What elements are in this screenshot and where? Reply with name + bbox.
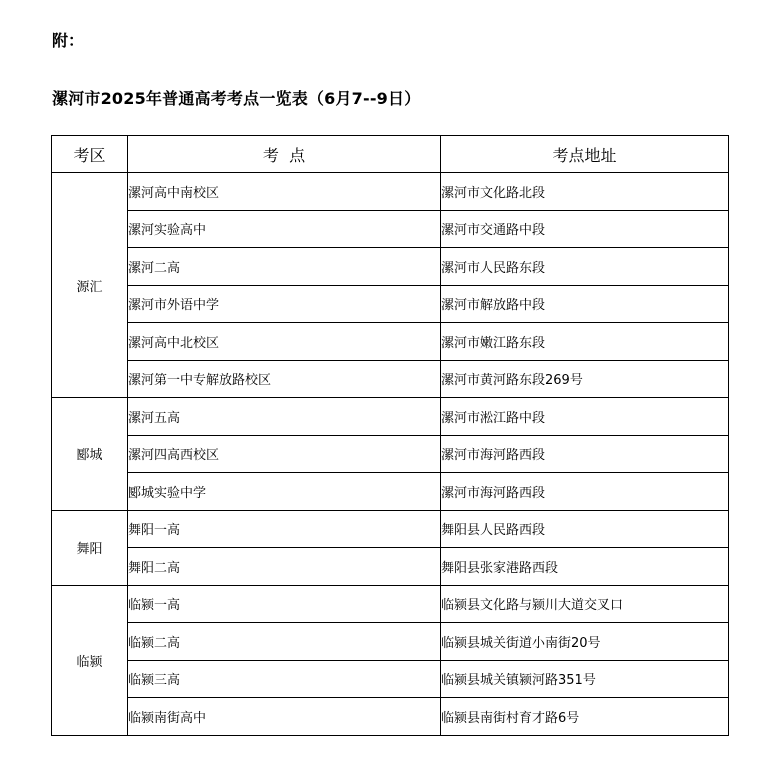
site-name: 临颍三高 [128, 660, 441, 698]
site-address: 临颍县文化路与颍川大道交叉口 [441, 585, 729, 623]
site-name: 漯河四高西校区 [128, 435, 441, 473]
site-address: 漯河市海河路西段 [441, 435, 729, 473]
header-site-address: 考点地址 [441, 136, 729, 173]
exam-sites-table [51, 135, 729, 736]
district-cell: 临颍 [52, 585, 128, 735]
table-row [52, 473, 729, 511]
table-header-row [52, 136, 729, 173]
site-name: 漯河高中南校区 [128, 173, 441, 211]
site-name: 临颍南街高中 [128, 698, 441, 736]
table-row [52, 435, 729, 473]
table-row [52, 360, 729, 398]
site-name: 舞阳一高 [128, 510, 441, 548]
site-name: 漯河实验高中 [128, 210, 441, 248]
site-address: 漯河市文化路北段 [441, 173, 729, 211]
site-address: 舞阳县人民路西段 [441, 510, 729, 548]
table-row [52, 623, 729, 661]
site-address: 漯河市淞江路中段 [441, 398, 729, 436]
table-row [52, 398, 729, 436]
table-row [52, 285, 729, 323]
site-name: 临颍二高 [128, 623, 441, 661]
header-exam-site: 考 点 [128, 136, 441, 173]
district-cell: 舞阳 [52, 510, 128, 585]
table-row [52, 660, 729, 698]
site-name: 漯河二高 [128, 248, 441, 286]
site-name: 舞阳二高 [128, 548, 441, 586]
site-name: 漯河第一中专解放路校区 [128, 360, 441, 398]
district-cell: 源汇 [52, 173, 128, 398]
site-address: 临颍县南街村育才路6号 [441, 698, 729, 736]
site-address: 漯河市海河路西段 [441, 473, 729, 511]
site-name: 漯河市外语中学 [128, 285, 441, 323]
table-row [52, 510, 729, 548]
site-address: 舞阳县张家港路西段 [441, 548, 729, 586]
table-row [52, 210, 729, 248]
document-title: 漯河市2025年普通高考考点一览表（6月7--9日） [52, 89, 421, 108]
district-cell: 郾城 [52, 398, 128, 511]
table-row [52, 548, 729, 586]
site-address: 临颍县城关街道小南街20号 [441, 623, 729, 661]
site-name: 漯河高中北校区 [128, 323, 441, 361]
site-address: 临颍县城关镇颍河路351号 [441, 660, 729, 698]
site-address: 漯河市人民路东段 [441, 248, 729, 286]
attachment-label: 附： [52, 31, 85, 50]
site-address: 漯河市交通路中段 [441, 210, 729, 248]
header-district: 考区 [52, 136, 128, 173]
table-row [52, 323, 729, 361]
table-row [52, 173, 729, 211]
site-address: 漯河市黄河路东段269号 [441, 360, 729, 398]
table-row [52, 698, 729, 736]
site-address: 漯河市嫩江路东段 [441, 323, 729, 361]
site-address: 漯河市解放路中段 [441, 285, 729, 323]
table-row [52, 248, 729, 286]
site-name: 漯河五高 [128, 398, 441, 436]
site-name: 临颍一高 [128, 585, 441, 623]
table-row [52, 585, 729, 623]
site-name: 郾城实验中学 [128, 473, 441, 511]
